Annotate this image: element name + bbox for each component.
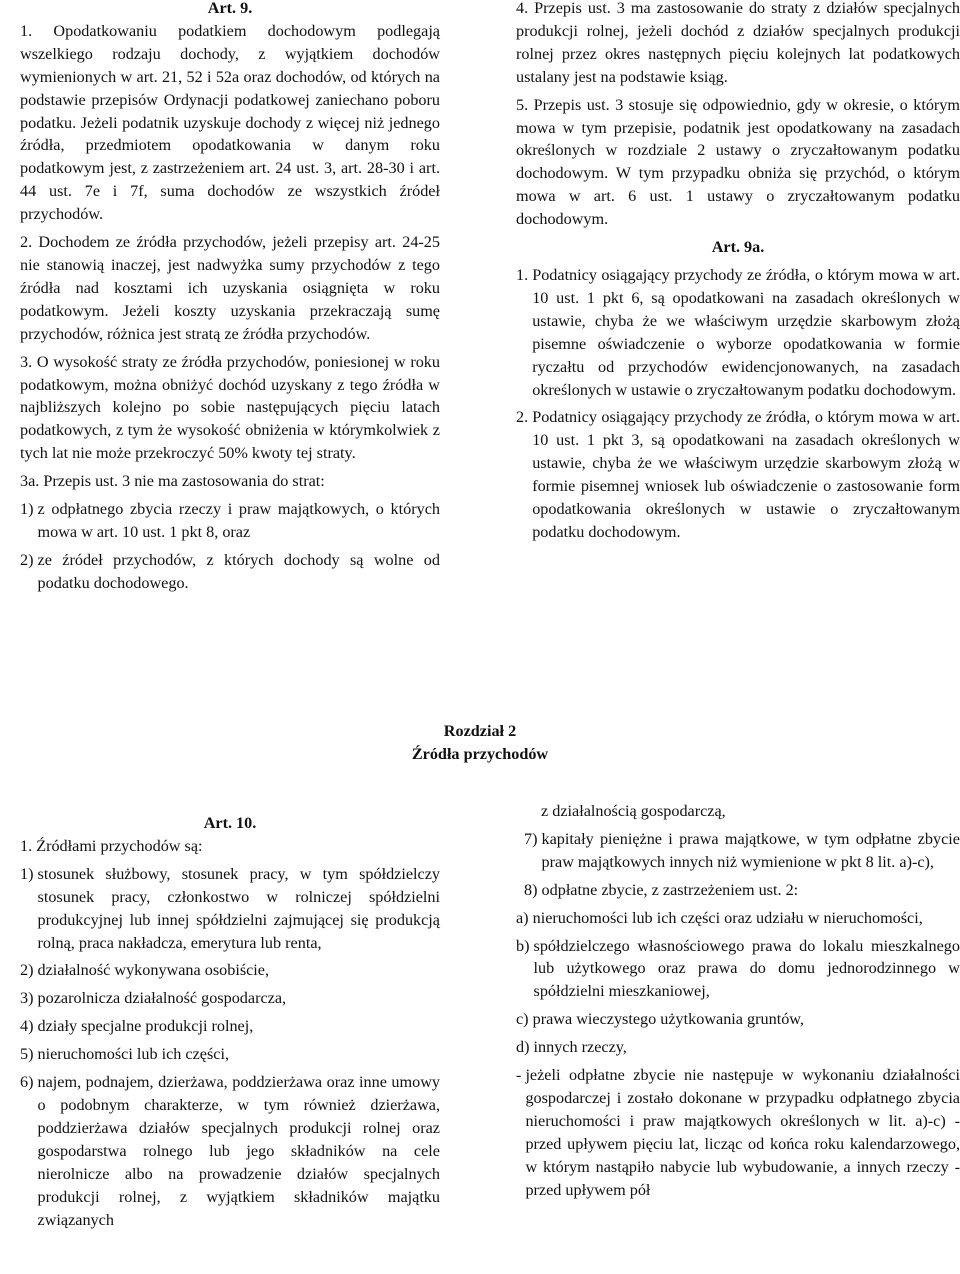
chapter-heading (0, 720, 960, 766)
item-text: prawa wieczystego użytkowania gruntów, (532, 1010, 804, 1029)
chapter-title: Źródła przychodów (411, 744, 549, 763)
item-text: najem, podnajem, dzierżawa, poddzierżawa oraz inne umowy o podobnym charakterze, w tym również dzierżawa, poddzierżawa działów specjalnych produkcji rolnej oraz gospodarstwa rolnego lub jego składników na cele nierolnicze albo na prowadzenie działów specjalnych produkcji rolnej, z wyjątkiem składników majątku związanych (37, 1073, 440, 1229)
list-item (516, 406, 960, 543)
intro-line: 1. Źródłami przychodów są: (20, 836, 203, 855)
continuation-line: z działalnością gospodarczą, (541, 802, 726, 820)
item-number: 5) (20, 1045, 38, 1064)
item-number: 3) (20, 989, 38, 1008)
item-text: jeżeli odpłatne zbycie nie następuje w wykonaniu działalności gospodarczej i zostało dokonane w przypadku odpłatnego zbycia nieruchomości i praw majątkowych określonych w lit. a)-c) - przed upływem pięciu lat, licząc od końca roku kalendarzowego, w którym nastąpiło nabycie lub wybudowanie, a innych rzeczy - przed upływem pół (525, 1066, 960, 1199)
item-text: ze źródeł przychodów, z których dochody są wolne od podatku dochodowego. (37, 550, 440, 592)
item-number: 2) (20, 961, 38, 980)
item-letter: d) (516, 1038, 534, 1057)
item-text: spółdzielczego własnościowego prawa do lokalu mieszkalnego lub użytkowego oraz prawa do domu jednorodzinnego w spółdzielni mieszkaniowej, (533, 936, 960, 1001)
item-text: Podatnicy osiągający przychody ze źródła, o którym mowa w art. 10 ust. 1 pkt 3, są opodatkowani na zasadach określonych w ustawie, chyba że we właściwym urzędzie skarbowym złożą w formie pisemnej wniosek lub oświadczenie o zastosowanie form opodatkowania określonych w ustawie o zryczałtowanym podatku dochodowym. (532, 408, 960, 541)
item-letter: c) (516, 1010, 533, 1029)
item-text: nieruchomości lub ich części, (37, 1045, 230, 1064)
item-number: 6) (20, 1073, 38, 1092)
item-text: Podatnicy osiągający przychody ze źródła, o którym mowa w art. 10 ust. 1 pkt 6, są opodatkowani na zasadach określonych w ustawie, chyba że we właściwym urzędzie skarbowym złożą pisemne oświadczenie o wyborze opodatkowania w formie ryczałtu od przychodów ewidencjonowanych, na zasadach określonych w ustawie o zryczałtowanym podatku dochodowym. (532, 265, 960, 399)
item-number: 1) (20, 500, 38, 519)
list-item (516, 264, 960, 401)
dash-item (516, 1064, 960, 1201)
chapter-number: Rozdział 2 (443, 722, 517, 740)
list-item (516, 1036, 960, 1059)
item-letter: b) (516, 936, 534, 955)
paragraph-1: 1. Opodatkowaniu podatkiem dochodowym podlegają wszelkiego rodzaju dochody, z wyjątkiem dochodów wymienionych w art. 21, 52 i 52a oraz dochodów, od których na podstawie przepisów Ordynacji podatkowej zaniechano poboru podatku. Jeżeli podatnik uzyskuje dochody z więcej niż jednego źródła, przedmiotem opodatkowania w danym roku podatkowym jest, z zastrzeżeniem art. 24 ust. 3, art. 28-30 i art. 44 ust. 7e i 7f, suma dochodów ze wszystkich źródeł przychodów. (20, 21, 440, 224)
item-dash: - (516, 1066, 526, 1085)
item-text: pozarolnicza działalność gospodarcza, (37, 989, 287, 1008)
item-number: 1) (20, 864, 38, 883)
list-item (20, 498, 440, 544)
list-item (516, 907, 960, 930)
item-number: 8) (524, 880, 542, 899)
list-item (20, 987, 440, 1010)
right-column-top (516, 0, 960, 544)
list-item (20, 959, 440, 982)
paragraph-2: 2. Dochodem ze źródła przychodów, jeżeli przepisy art. 24-25 nie stanowią inaczej, jest nadwyżka sumy przychodów z tego źródła nad kosztami ich uzyskania osiągnięta w roku podatkowym. Jeżeli koszty uzyskania przekraczają sumę przychodów, różnica jest stratą ze źródła przychodów. (20, 233, 440, 343)
list-item (516, 828, 960, 874)
item-text: kapitały pieniężne i prawa majątkowe, w tym odpłatne zbycie praw majątkowych innych niż wymienione w pkt 8 lit. a)-c), (541, 829, 960, 871)
item-text: działalność wykonywana osobiście, (37, 961, 270, 980)
item-number: 7) (524, 829, 542, 848)
item-text: stosunek służbowy, stosunek pracy, w tym spółdzielczy stosunek pracy, członkostwo w rolniczej spółdzielni produkcyjnej lub innej spółdzielni zajmującej się produkcją rolną, praca nakładcza, emerytura lub renta, (37, 864, 440, 952)
paragraph-3: 3. O wysokość straty ze źródła przychodów, poniesionej w roku podatkowym, można obniżyć dochód uzyskany z tego źródła w najbliższych kolejno po sobie następujących pięciu latach podatkowych, z tym że wysokość obniżenia w którymkolwiek z tych lat nie może przekroczyć 50% kwoty tej straty. (20, 352, 440, 463)
list-item (516, 935, 960, 1004)
item-text: z odpłatnego zbycia rzeczy i praw majątkowych, o których mowa w art. 10 ust. 1 pkt 8, oraz (37, 500, 440, 541)
item-letter: a) (516, 908, 533, 927)
paragraph-3a: 3a. Przepis ust. 3 nie ma zastosowania do strat: (20, 472, 325, 491)
item-number: 2) (20, 550, 38, 569)
item-text: działy specjalne produkcji rolnej, (37, 1017, 254, 1036)
article-heading: Art. 9. (207, 0, 253, 17)
article-heading: Art. 9a. (711, 238, 765, 257)
list-item (20, 863, 440, 955)
list-item (20, 549, 440, 595)
list-item (20, 1015, 440, 1038)
right-column-bottom (516, 800, 960, 1202)
item-number: 2. (516, 408, 533, 427)
item-text: odpłatne zbycie, z zastrzeżeniem ust. 2: (541, 880, 799, 899)
item-text: nieruchomości lub ich części oraz udziału w nieruchomości, (532, 908, 923, 927)
list-item (516, 1008, 960, 1031)
list-item (20, 1071, 440, 1231)
item-number: 1. (516, 265, 533, 284)
left-column-bottom (20, 812, 440, 1231)
left-column-top (20, 0, 440, 595)
paragraph-4: 4. Przepis ust. 3 ma zastosowanie do straty z działów specjalnych produkcji rolnej, jeżeli dochód z działów specjalnych produkcji rolnej przez okres następnych pięciu kolejnych lat podatkowych ustalany jest na podstawie ksiąg. (516, 0, 960, 86)
list-item (516, 879, 960, 902)
item-number: 4) (20, 1017, 38, 1036)
paragraph-5: 5. Przepis ust. 3 stosuje się odpowiednio, gdy w okresie, o którym mowa w tym przepisie, podatnik jest opodatkowany na zasadach określonych w rozdziale 2 ustawy o zryczałtowanym podatku dochodowym. W tym przypadku obniża się przychód, o którym mowa w art. 6 ust. 1 ustawy o zryczałtowanym podatku dochodowym. (516, 95, 960, 229)
item-text: innych rzeczy, (533, 1038, 627, 1057)
article-heading: Art. 10. (203, 814, 257, 832)
list-item (20, 1043, 440, 1066)
